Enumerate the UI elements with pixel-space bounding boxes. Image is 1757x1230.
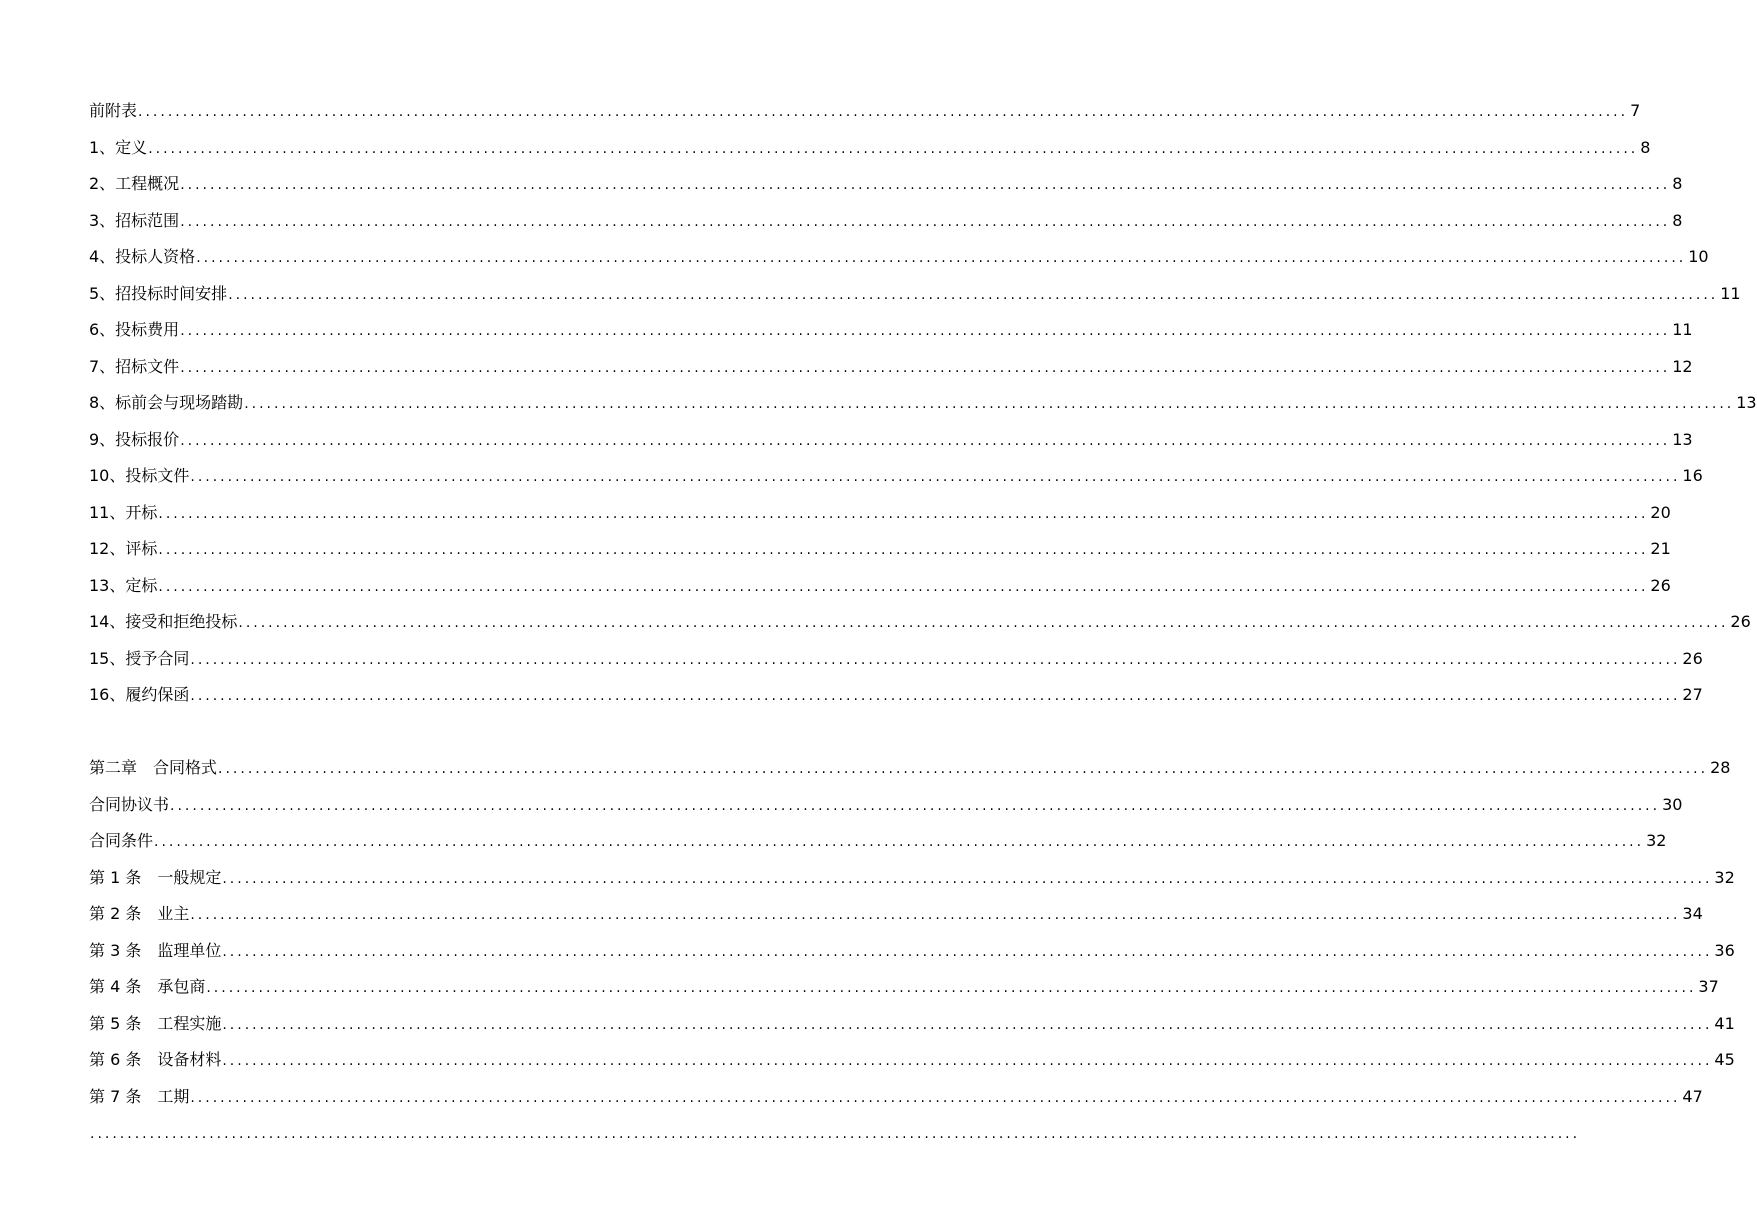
toc-entry-page: 41 xyxy=(1714,1013,1735,1033)
toc-entry-title: 4、投标人资格 xyxy=(89,247,196,267)
toc-entry-title: 合同协议书 xyxy=(89,794,170,814)
table-of-contents xyxy=(89,93,1757,1152)
toc-entry[interactable] xyxy=(89,531,1671,568)
toc-entry[interactable] xyxy=(89,458,1703,495)
dot-leader: ........................................................................................................................................................................................................ xyxy=(170,797,1661,814)
toc-entry-title: 9、投标报价 xyxy=(89,429,180,449)
toc-entry[interactable] xyxy=(89,93,1641,130)
dot-leader: ........................................................................................................................................................................................................ xyxy=(154,834,1645,851)
toc-entry[interactable] xyxy=(89,349,1693,386)
dot-leader: ........................................................................................................................................................................................................ xyxy=(190,1089,1681,1106)
toc-entry[interactable] xyxy=(89,1006,1735,1043)
dot-leader: ........................................................................................................................................................................................................ xyxy=(90,1126,1581,1143)
toc-entry[interactable] xyxy=(89,203,1683,240)
toc-entry[interactable] xyxy=(89,896,1703,933)
toc-entry-page: 30 xyxy=(1662,794,1683,814)
toc-entry-title: 10、投标文件 xyxy=(89,466,190,486)
dot-leader: ........................................................................................................................................................................................................ xyxy=(158,505,1649,522)
dot-leader: ........................................................................................................................................................................................................ xyxy=(190,907,1681,924)
toc-entry-page: 8 xyxy=(1672,174,1683,194)
toc-entry-title: 1、定义 xyxy=(89,137,148,157)
dot-leader: ........................................................................................................................................................................................................ xyxy=(196,250,1687,267)
toc-entry[interactable] xyxy=(89,787,1683,824)
toc-entry-page: 27 xyxy=(1682,685,1703,705)
dot-leader: ........................................................................................................................................................................................................ xyxy=(222,1053,1713,1070)
toc-entry-title: 第 2 条 业主 xyxy=(89,904,190,924)
toc-entry[interactable] xyxy=(89,568,1671,605)
toc-entry-title: 13、定标 xyxy=(89,575,158,595)
toc-entry-page: 21 xyxy=(1650,539,1671,559)
toc-entry-page: 11 xyxy=(1720,283,1741,303)
toc-entry[interactable] xyxy=(89,166,1683,203)
toc-entry-page: 10 xyxy=(1688,247,1709,267)
toc-entry-title: 前附表 xyxy=(89,101,138,121)
toc-entry-page: 7 xyxy=(1630,101,1641,121)
toc-entry[interactable] xyxy=(89,933,1735,970)
toc-entry-page: 26 xyxy=(1682,648,1703,668)
toc-entry-title: 第 1 条 一般规定 xyxy=(89,867,222,887)
toc-entry-title: 15、授予合同 xyxy=(89,648,190,668)
toc-entry[interactable] xyxy=(89,860,1735,897)
toc-entry[interactable] xyxy=(89,969,1719,1006)
dot-leader: ........................................................................................................................................................................................................ xyxy=(180,177,1671,194)
toc-entry-page: 13 xyxy=(1736,393,1757,413)
toc-entry-title: 6、投标费用 xyxy=(89,320,180,340)
dot-leader: ........................................................................................................................................................................................................ xyxy=(158,578,1649,595)
toc-entry-page: 34 xyxy=(1682,904,1703,924)
toc-entry-title: 第 7 条 工期 xyxy=(89,1086,190,1106)
dot-leader: ........................................................................................................................................................................................................ xyxy=(180,213,1671,230)
toc-entry[interactable] xyxy=(89,239,1709,276)
toc-entry-title: 第 4 条 承包商 xyxy=(89,977,206,997)
dot-leader: ........................................................................................................................................................................................................ xyxy=(222,1016,1713,1033)
toc-entry[interactable] xyxy=(89,130,1651,167)
toc-entry[interactable] xyxy=(89,1115,1581,1152)
toc-entry-title: 11、开标 xyxy=(89,502,158,522)
toc-entry-page: 28 xyxy=(1710,758,1731,778)
dot-leader: ........................................................................................................................................................................................................ xyxy=(228,286,1719,303)
toc-entry-title: 12、评标 xyxy=(89,539,158,559)
dot-leader: ........................................................................................................................................................................................................ xyxy=(206,980,1697,997)
toc-entry-title: 16、履约保函 xyxy=(89,685,190,705)
toc-entry-page: 26 xyxy=(1730,612,1751,632)
dot-leader: ........................................................................................................................................................................................................ xyxy=(190,469,1681,486)
toc-entry-page: 8 xyxy=(1640,137,1651,157)
dot-leader: ........................................................................................................................................................................................................ xyxy=(158,542,1649,559)
dot-leader: ........................................................................................................................................................................................................ xyxy=(238,615,1729,632)
toc-entry[interactable] xyxy=(89,604,1751,641)
dot-leader: ........................................................................................................................................................................................................ xyxy=(244,396,1735,413)
toc-entry[interactable] xyxy=(89,385,1757,422)
toc-entry-page: 36 xyxy=(1714,940,1735,960)
toc-entry[interactable] xyxy=(89,422,1693,459)
toc-entry[interactable] xyxy=(89,677,1703,714)
toc-entry-title: 第 5 条 工程实施 xyxy=(89,1013,222,1033)
toc-entry-title: 第 3 条 监理单位 xyxy=(89,940,222,960)
toc-entry[interactable] xyxy=(89,750,1731,787)
toc-entry-page: 45 xyxy=(1714,1050,1735,1070)
dot-leader: ........................................................................................................................................................................................................ xyxy=(180,323,1671,340)
toc-entry[interactable] xyxy=(89,1042,1735,1079)
dot-leader: ........................................................................................................................................................................................................ xyxy=(222,943,1713,960)
toc-entry-title: 14、接受和拒绝投标 xyxy=(89,612,238,632)
toc-entry-title: 第二章 合同格式 xyxy=(89,758,218,778)
toc-entry-page: 47 xyxy=(1682,1086,1703,1106)
toc-entry-title: 3、招标范围 xyxy=(89,210,180,230)
toc-entry-page: 11 xyxy=(1672,320,1693,340)
toc-entry-title: 第 6 条 设备材料 xyxy=(89,1050,222,1070)
toc-entry-page: 32 xyxy=(1714,867,1735,887)
dot-leader: ........................................................................................................................................................................................................ xyxy=(190,651,1681,668)
toc-entry-page: 20 xyxy=(1650,502,1671,522)
toc-entry-page: 37 xyxy=(1698,977,1719,997)
toc-entry[interactable] xyxy=(89,312,1693,349)
dot-leader: ........................................................................................................................................................................................................ xyxy=(222,870,1713,887)
toc-entry-page: 8 xyxy=(1672,210,1683,230)
dot-leader: ........................................................................................................................................................................................................ xyxy=(180,432,1671,449)
toc-entry[interactable] xyxy=(89,641,1703,678)
toc-entry[interactable] xyxy=(89,276,1741,313)
toc-entry-page: 26 xyxy=(1650,575,1671,595)
toc-entry-title: 5、招投标时间安排 xyxy=(89,283,228,303)
toc-entry[interactable] xyxy=(89,1079,1703,1116)
toc-entry-page: 13 xyxy=(1672,429,1693,449)
dot-leader: ........................................................................................................................................................................................................ xyxy=(218,761,1709,778)
dot-leader: ........................................................................................................................................................................................................ xyxy=(180,359,1671,376)
toc-group-tender-instructions xyxy=(89,93,1757,714)
dot-leader: ........................................................................................................................................................................................................ xyxy=(138,104,1629,121)
toc-entry-page: 16 xyxy=(1682,466,1703,486)
dot-leader: ........................................................................................................................................................................................................ xyxy=(190,688,1681,705)
toc-group-contract-format xyxy=(89,750,1735,1152)
toc-entry-title: 8、标前会与现场踏勘 xyxy=(89,393,244,413)
toc-entry[interactable] xyxy=(89,495,1671,532)
dot-leader: ........................................................................................................................................................................................................ xyxy=(148,140,1639,157)
toc-entry-title: 7、招标文件 xyxy=(89,356,180,376)
toc-entry-title: 2、工程概况 xyxy=(89,174,180,194)
toc-entry-page: 32 xyxy=(1646,831,1667,851)
toc-entry-page: 12 xyxy=(1672,356,1693,376)
toc-entry-title: 合同条件 xyxy=(89,831,154,851)
toc-entry[interactable] xyxy=(89,823,1667,860)
